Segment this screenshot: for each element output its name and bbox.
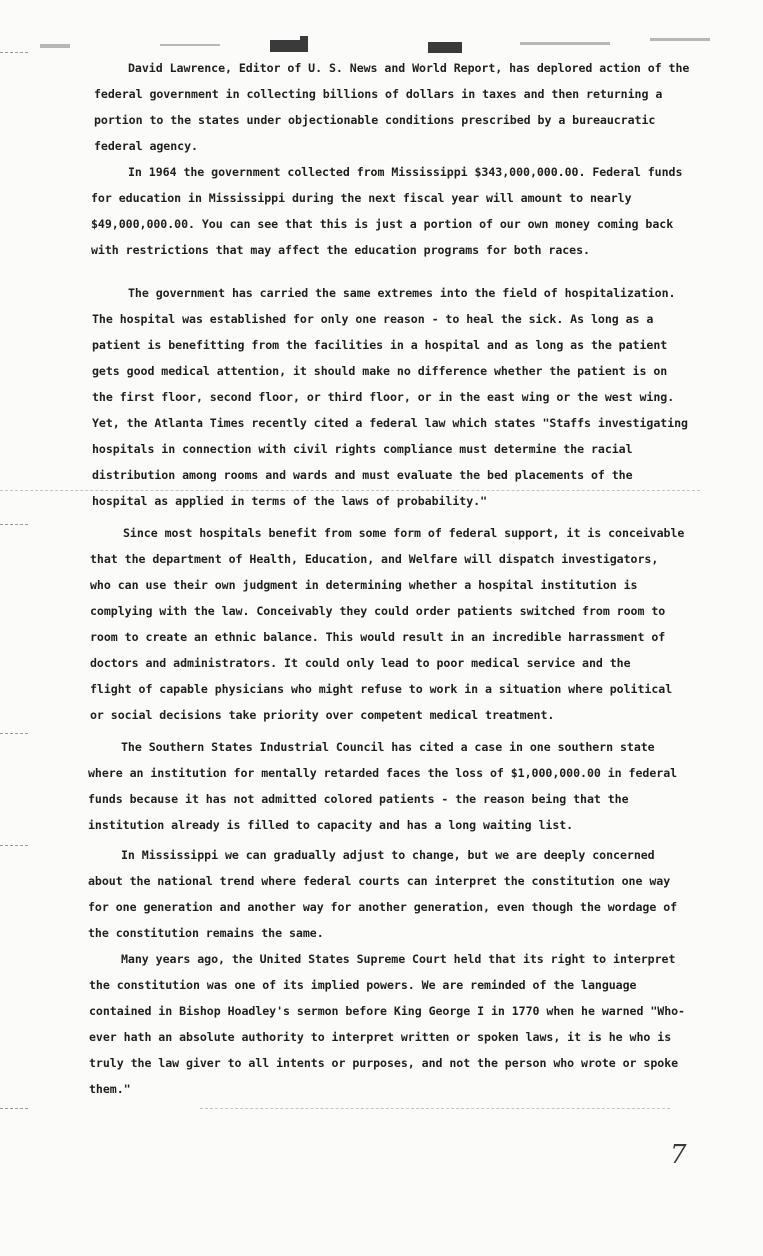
scan-blot bbox=[270, 40, 300, 52]
text-line: hospital as applied in terms of the laws of probability." bbox=[92, 494, 488, 508]
edge-mark bbox=[0, 52, 28, 53]
text-line: flight of capable physicians who might refuse to work in a situation where political bbox=[90, 682, 673, 696]
text-line: $49,000,000.00. You can see that this is just a portion of our own money coming back bbox=[91, 217, 674, 231]
text-line: about the national trend where federal courts can interpret the constitution one way bbox=[88, 874, 671, 888]
text-line: them." bbox=[89, 1082, 131, 1096]
text-line: the constitution remains the same. bbox=[88, 926, 324, 940]
text-line: doctors and administrators. It could only lead to poor medical service and the bbox=[90, 656, 631, 670]
text-line: David Lawrence, Editor of U. S. News and World Report, has deplored action of the bbox=[128, 61, 690, 75]
text-line: In 1964 the government collected from Mississippi $343,000,000.00. Federal funds bbox=[128, 165, 683, 179]
faint-rule bbox=[0, 490, 700, 491]
text-line: patient is benefitting from the facilities in a hospital and as long as the patient bbox=[92, 338, 668, 352]
text-line: for one generation and another way for another generation, even though the wordage of bbox=[88, 900, 678, 914]
text-line: with restrictions that may affect the education programs for both races. bbox=[91, 243, 590, 257]
text-line: In Mississippi we can gradually adjust to change, but we are deeply concerned bbox=[121, 848, 655, 862]
text-line: complying with the law. Conceivably they could order patients switched from room to bbox=[90, 604, 666, 618]
text-line: contained in Bishop Hoadley's sermon before King George I in 1770 when he warned "Who- bbox=[89, 1004, 685, 1018]
text-line: federal government in collecting billions of dollars in taxes and then returning a bbox=[94, 87, 663, 101]
text-line: Yet, the Atlanta Times recently cited a federal law which states "Staffs investigating bbox=[92, 416, 688, 430]
text-line: the constitution was one of its implied powers. We are reminded of the language bbox=[89, 978, 637, 992]
text-line: distribution among rooms and wards and must evaluate the bed placements of the bbox=[92, 468, 633, 482]
text-line: gets good medical attention, it should make no difference whether the patient is on bbox=[92, 364, 668, 378]
scan-speck bbox=[160, 44, 220, 46]
text-line: institution already is filled to capacity and has a long waiting list. bbox=[88, 818, 574, 832]
text-line: The government has carried the same extremes into the field of hospitalization. bbox=[128, 286, 676, 300]
text-line: funds because it has not admitted colored patients - the reason being that the bbox=[88, 792, 629, 806]
text-line: Since most hospitals benefit from some form of federal support, it is conceivable bbox=[123, 526, 685, 540]
text-line: room to create an ethnic balance. This would result in an incredible harrassment of bbox=[90, 630, 666, 644]
text-line: The hospital was established for only one reason - to heal the sick. As long as a bbox=[92, 312, 654, 326]
scan-speck bbox=[520, 42, 610, 45]
text-line: hospitals in connection with civil rights compliance must determine the racial bbox=[92, 442, 633, 456]
text-line: or social decisions take priority over competent medical treatment. bbox=[90, 708, 555, 722]
scan-blot bbox=[428, 42, 462, 53]
edge-mark bbox=[0, 733, 28, 734]
text-line: Many years ago, the United States Supreme Court held that its right to interpret bbox=[121, 952, 676, 966]
edge-mark bbox=[0, 1108, 28, 1109]
text-line: where an institution for mentally retarded faces the loss of $1,000,000.00 in federal bbox=[88, 766, 678, 780]
text-line: for education in Mississippi during the next fiscal year will amount to nearly bbox=[91, 191, 632, 205]
edge-mark bbox=[0, 845, 28, 846]
page-number: 7 bbox=[670, 1140, 687, 1170]
text-line: who can use their own judgment in determining whether a hospital institution is bbox=[90, 578, 638, 592]
text-line: that the department of Health, Education, and Welfare will dispatch investigators, bbox=[90, 552, 659, 566]
edge-mark bbox=[0, 524, 28, 525]
scan-blot bbox=[300, 36, 308, 52]
text-line: ever hath an absolute authority to interpret written or spoken laws, it is he who is bbox=[89, 1030, 672, 1044]
scan-speck bbox=[650, 38, 710, 41]
scan-artifact-top bbox=[0, 30, 763, 58]
text-line: federal agency. bbox=[94, 139, 198, 153]
faint-rule bbox=[200, 1108, 670, 1109]
text-line: portion to the states under objectionable conditions prescribed by a bureaucratic bbox=[94, 113, 656, 127]
scan-speck bbox=[40, 44, 70, 48]
text-line: The Southern States Industrial Council has cited a case in one southern state bbox=[121, 740, 655, 754]
text-line: truly the law giver to all intents or purposes, and not the person who wrote or spoke bbox=[89, 1056, 679, 1070]
text-line: the first floor, second floor, or third floor, or in the east wing or the west wing. bbox=[92, 390, 675, 404]
